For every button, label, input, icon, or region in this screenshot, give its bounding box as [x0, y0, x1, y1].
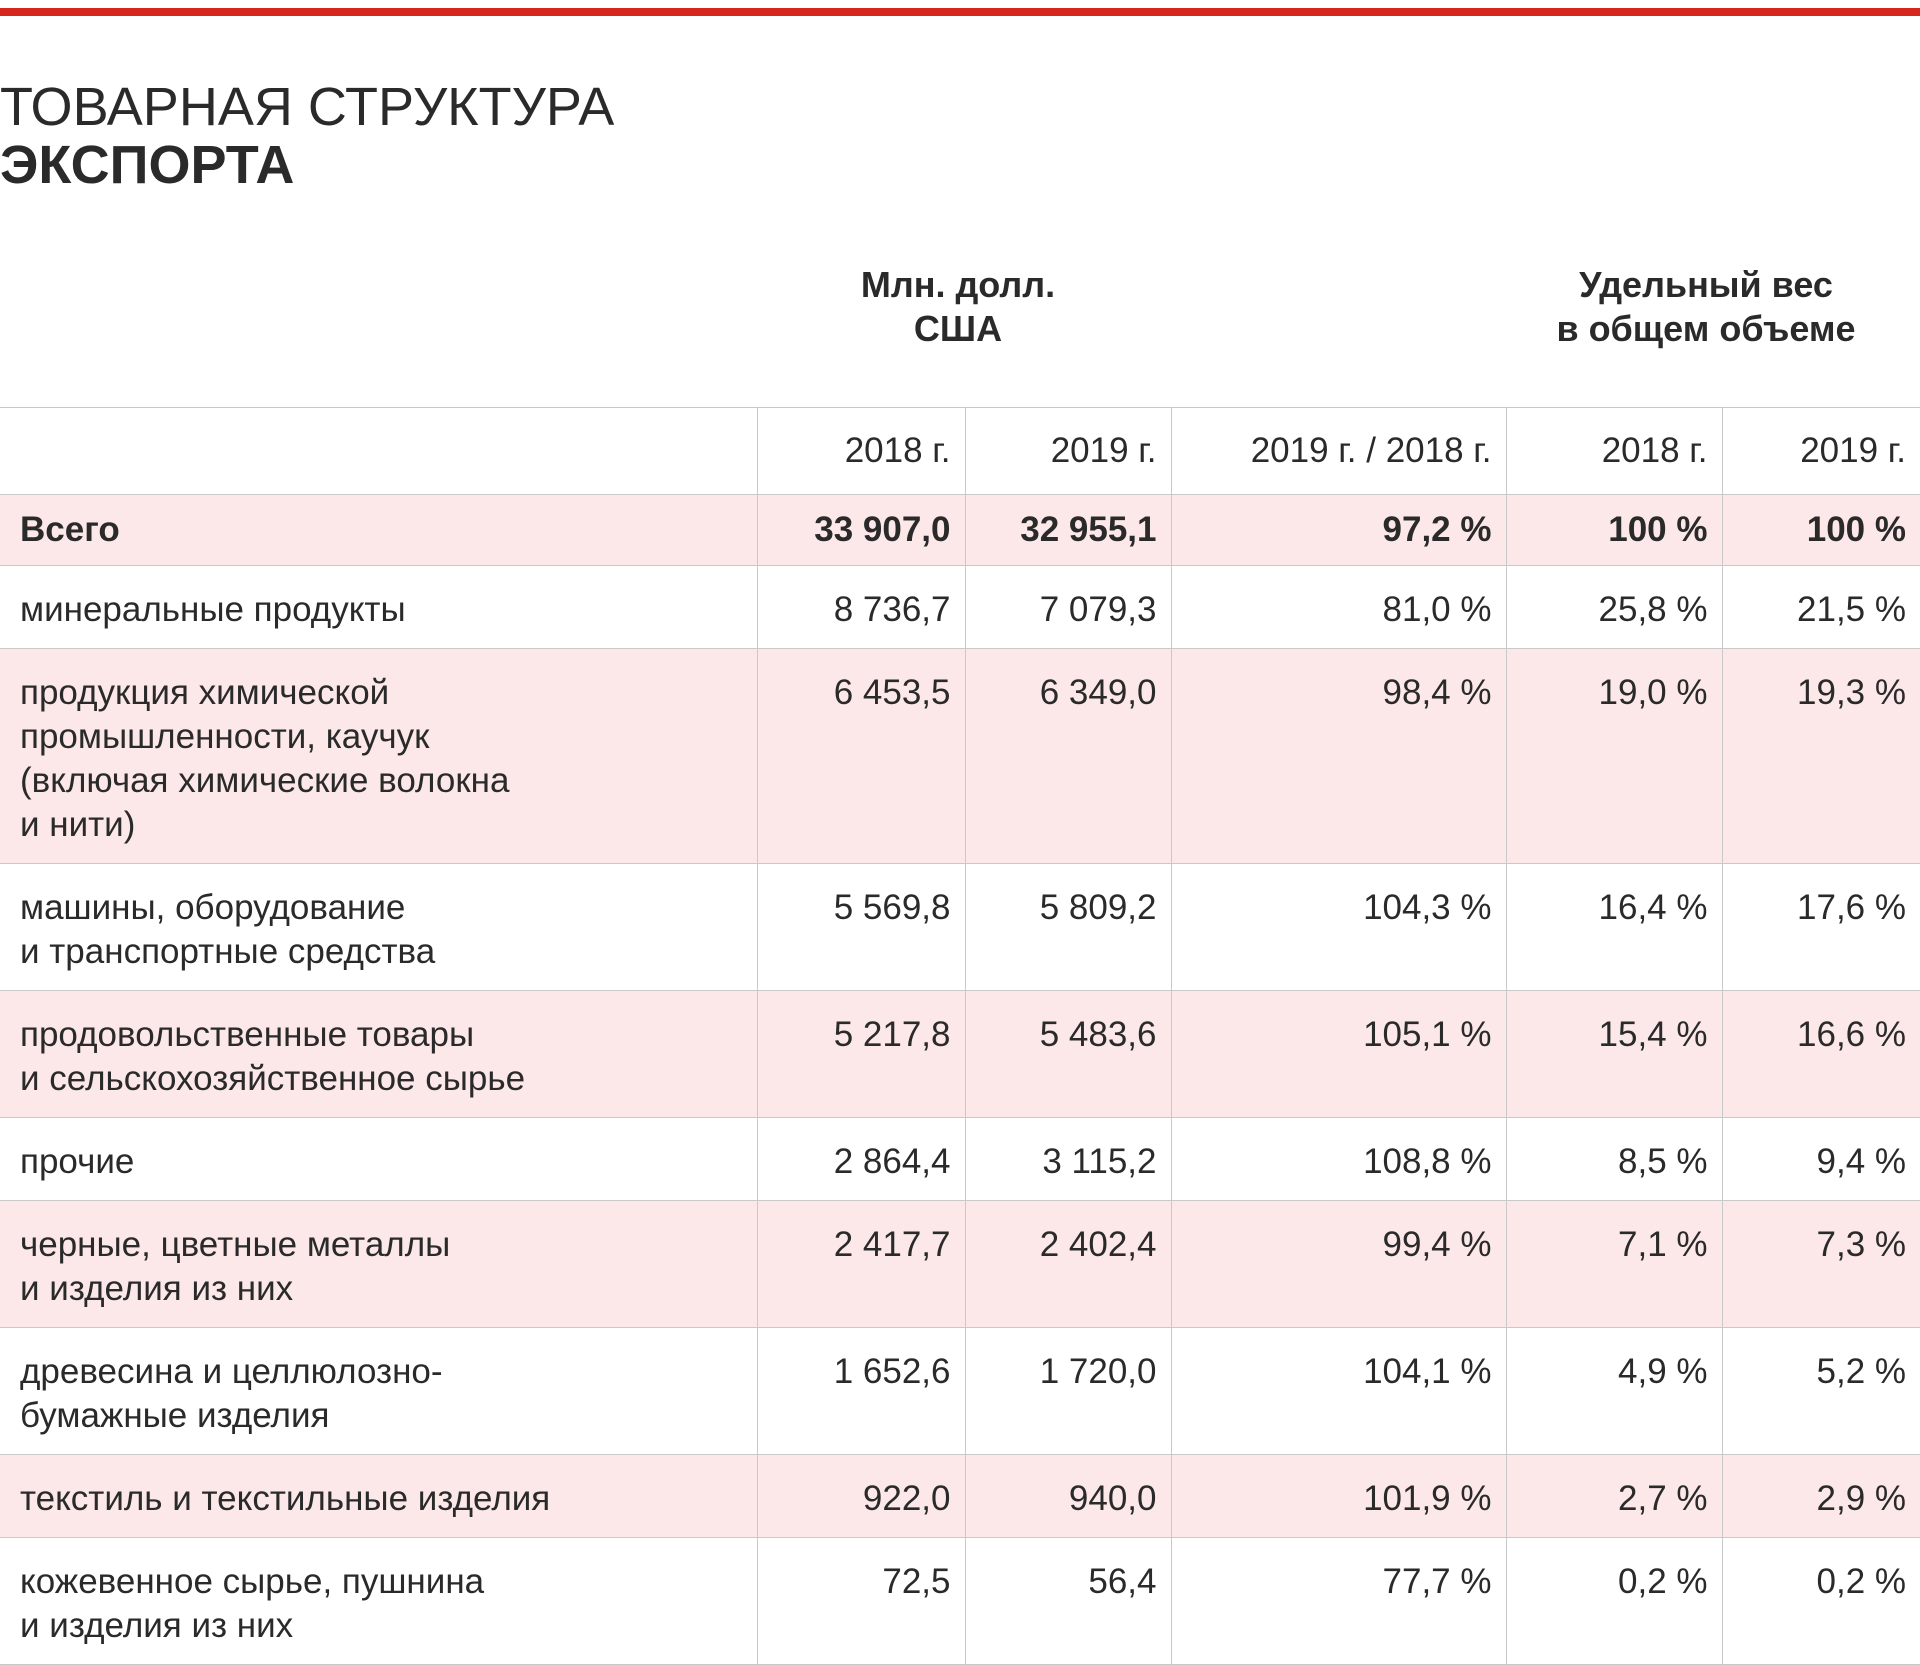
row-label-line: черные, цветные металлы	[20, 1225, 451, 1264]
cell-usd-2018: 2 417,7	[757, 1201, 965, 1328]
cell-usd-2018: 33 907,0	[757, 495, 965, 566]
column-header-ratio: 2019 г. / 2018 г.	[1171, 408, 1506, 495]
cell-share-2019: 5,2 %	[1722, 1328, 1920, 1455]
row-label-line: прочие	[20, 1142, 135, 1181]
table-row	[0, 864, 1920, 991]
cell-usd-2018: 5 569,8	[757, 864, 965, 991]
group-header-usd-line1: Млн. долл.	[860, 264, 1056, 305]
export-structure-table	[0, 407, 1920, 1665]
cell-ratio: 97,2 %	[1171, 495, 1506, 566]
row-label-line: промышленности, каучук	[20, 717, 430, 756]
page-title	[0, 78, 1200, 194]
group-header-share	[1506, 263, 1906, 351]
row-label-line: и транспортные средства	[20, 932, 436, 971]
cell-ratio: 99,4 %	[1171, 1201, 1506, 1328]
cell-usd-2018: 922,0	[757, 1455, 965, 1538]
group-header-usd-line2: США	[913, 308, 1003, 349]
row-label	[0, 864, 757, 991]
row-label	[0, 1328, 757, 1455]
cell-usd-2019: 32 955,1	[965, 495, 1171, 566]
cell-share-2019: 21,5 %	[1722, 566, 1920, 649]
row-label-line: и нити)	[20, 805, 136, 844]
column-header-share-2018: 2018 г.	[1506, 408, 1722, 495]
column-header-usd-2018: 2018 г.	[757, 408, 965, 495]
cell-share-2018: 2,7 %	[1506, 1455, 1722, 1538]
cell-usd-2019: 56,4	[965, 1538, 1171, 1665]
row-label-line: кожевенное сырье, пушнина	[20, 1562, 485, 1601]
row-label	[0, 991, 757, 1118]
cell-usd-2019: 5 809,2	[965, 864, 1171, 991]
column-header-label	[0, 408, 757, 495]
row-label-line: и изделия из них	[20, 1606, 294, 1645]
row-label	[0, 649, 757, 864]
cell-usd-2018: 72,5	[757, 1538, 965, 1665]
cell-usd-2018: 2 864,4	[757, 1118, 965, 1201]
cell-usd-2018: 1 652,6	[757, 1328, 965, 1455]
cell-ratio: 104,3 %	[1171, 864, 1506, 991]
cell-ratio: 104,1 %	[1171, 1328, 1506, 1455]
cell-usd-2019: 5 483,6	[965, 991, 1171, 1118]
row-label	[0, 1118, 757, 1201]
title-line-2: ЭКСПОРТА	[0, 135, 295, 195]
row-label-line: минеральные продукты	[20, 590, 406, 629]
cell-share-2019: 16,6 %	[1722, 991, 1920, 1118]
table-row	[0, 991, 1920, 1118]
cell-share-2018: 25,8 %	[1506, 566, 1722, 649]
column-header-row	[0, 408, 1920, 495]
cell-share-2018: 100 %	[1506, 495, 1722, 566]
row-label	[0, 566, 757, 649]
cell-ratio: 98,4 %	[1171, 649, 1506, 864]
cell-share-2019: 7,3 %	[1722, 1201, 1920, 1328]
title-line-1: ТОВАРНАЯ СТРУКТУРА	[0, 77, 615, 137]
group-header-usd	[758, 263, 1158, 351]
cell-share-2018: 8,5 %	[1506, 1118, 1722, 1201]
row-label-line: продовольственные товары	[20, 1015, 475, 1054]
row-label-line: (включая химические волокна	[20, 761, 510, 800]
top-accent-rule	[0, 8, 1920, 16]
table-row	[0, 1201, 1920, 1328]
cell-usd-2018: 5 217,8	[757, 991, 965, 1118]
cell-share-2018: 19,0 %	[1506, 649, 1722, 864]
cell-usd-2018: 8 736,7	[757, 566, 965, 649]
cell-usd-2019: 2 402,4	[965, 1201, 1171, 1328]
cell-share-2019: 100 %	[1722, 495, 1920, 566]
row-label	[0, 1201, 757, 1328]
cell-share-2019: 0,2 %	[1722, 1538, 1920, 1665]
cell-ratio: 77,7 %	[1171, 1538, 1506, 1665]
group-header-share-line1: Удельный вес	[1579, 264, 1833, 305]
cell-share-2018: 4,9 %	[1506, 1328, 1722, 1455]
cell-share-2019: 2,9 %	[1722, 1455, 1920, 1538]
row-label	[0, 1538, 757, 1665]
column-header-share-2019: 2019 г.	[1722, 408, 1920, 495]
cell-share-2018: 0,2 %	[1506, 1538, 1722, 1665]
cell-usd-2018: 6 453,5	[757, 649, 965, 864]
cell-ratio: 105,1 %	[1171, 991, 1506, 1118]
cell-usd-2019: 940,0	[965, 1455, 1171, 1538]
cell-share-2018: 16,4 %	[1506, 864, 1722, 991]
cell-share-2019: 17,6 %	[1722, 864, 1920, 991]
cell-ratio: 101,9 %	[1171, 1455, 1506, 1538]
table-row	[0, 1328, 1920, 1455]
cell-ratio: 81,0 %	[1171, 566, 1506, 649]
cell-usd-2019: 7 079,3	[965, 566, 1171, 649]
row-label-line: машины, оборудование	[20, 888, 406, 927]
table-row	[0, 566, 1920, 649]
cell-usd-2019: 1 720,0	[965, 1328, 1171, 1455]
cell-usd-2019: 6 349,0	[965, 649, 1171, 864]
cell-share-2019: 19,3 %	[1722, 649, 1920, 864]
cell-usd-2019: 3 115,2	[965, 1118, 1171, 1201]
cell-ratio: 108,8 %	[1171, 1118, 1506, 1201]
row-label-line: продукция химической	[20, 673, 390, 712]
row-label-line: текстиль и текстильные изделия	[20, 1479, 551, 1518]
row-label	[0, 1455, 757, 1538]
table-row-total	[0, 495, 1920, 566]
row-label-line: и сельскохозяйственное сырье	[20, 1059, 526, 1098]
row-label-line: и изделия из них	[20, 1269, 294, 1308]
group-header-share-line2: в общем объеме	[1556, 308, 1856, 349]
table-row	[0, 1118, 1920, 1201]
row-label-line: древесина и целлюлозно-	[20, 1352, 443, 1391]
table-row	[0, 649, 1920, 864]
cell-share-2018: 15,4 %	[1506, 991, 1722, 1118]
cell-share-2019: 9,4 %	[1722, 1118, 1920, 1201]
cell-share-2018: 7,1 %	[1506, 1201, 1722, 1328]
row-label: Всего	[0, 495, 757, 566]
table-row	[0, 1538, 1920, 1665]
row-label-line: бумажные изделия	[20, 1396, 330, 1435]
column-header-usd-2019: 2019 г.	[965, 408, 1171, 495]
table-row	[0, 1455, 1920, 1538]
